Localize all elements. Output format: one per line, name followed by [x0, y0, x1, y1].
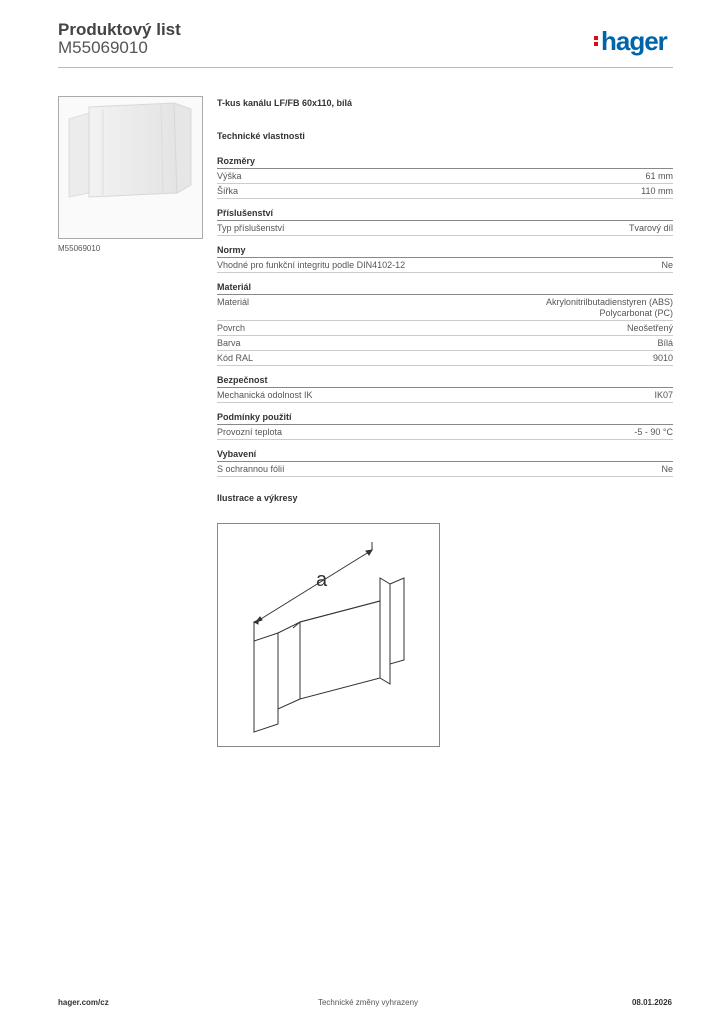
- spec-row: [217, 425, 673, 440]
- spec-row: [217, 321, 673, 336]
- spec-row: [217, 184, 673, 199]
- spec-value: [645, 171, 673, 182]
- spec-label: Materiál: [217, 297, 250, 307]
- spec-section: [217, 245, 673, 273]
- spec-label: Mechanická odolnost IK: [217, 390, 313, 400]
- section-heading: Rozměry: [217, 156, 673, 169]
- spec-value: [653, 353, 673, 364]
- section-heading: Příslušenství: [217, 208, 673, 221]
- spec-value-line: Tvarový díl: [628, 223, 673, 233]
- spec-label: S ochrannou fólií: [217, 464, 285, 474]
- specification-content: [217, 98, 673, 503]
- section-heading: Materiál: [217, 282, 673, 295]
- spec-value: [657, 338, 673, 349]
- spec-row: [217, 336, 673, 351]
- spec-section: [217, 449, 673, 477]
- spec-row: [217, 258, 673, 273]
- technical-title: Technické vlastnosti: [217, 131, 305, 141]
- section-heading: Podmínky použití: [217, 412, 673, 425]
- spec-row: [217, 221, 673, 236]
- spec-label: Kód RAL: [217, 353, 254, 363]
- product-photo: [58, 96, 203, 239]
- section-heading: Normy: [217, 245, 673, 258]
- spec-value-line: IK07: [654, 390, 673, 400]
- dimension-label: a: [316, 569, 328, 591]
- section-heading: Bezpečnost: [217, 375, 673, 388]
- spec-value: [641, 186, 673, 197]
- spec-value-line: 110 mm: [641, 186, 673, 196]
- spec-section: [217, 208, 673, 236]
- spec-value-line: Neošetřený: [626, 323, 673, 333]
- logo-dots-icon: [594, 34, 598, 48]
- page-title: Produktový list: [58, 20, 181, 39]
- spec-value: [661, 260, 673, 271]
- spec-label: Provozní teplota: [217, 427, 283, 437]
- hager-logo: [594, 26, 667, 57]
- spec-value: [661, 464, 673, 475]
- spec-value-line: -5 - 90 °C: [634, 427, 673, 437]
- spec-label: Typ příslušenství: [217, 223, 285, 233]
- footer-website: hager.com/cz: [58, 998, 109, 1007]
- t-piece-drawing: [218, 524, 439, 746]
- spec-value-line: 61 mm: [645, 171, 673, 181]
- illustrations-title: Ilustrace a výkresy: [217, 493, 298, 503]
- spec-value-line: Polycarbonat (PC): [599, 308, 673, 318]
- header-divider: [58, 67, 673, 68]
- spec-sections: [217, 156, 673, 477]
- spec-section: [217, 375, 673, 403]
- spec-section: [217, 412, 673, 440]
- spec-section: [217, 156, 673, 199]
- spec-value-line: Ne: [661, 260, 673, 270]
- spec-label: Výška: [217, 171, 242, 181]
- spec-label: Vhodné pro funkční integritu podle DIN4102-12: [217, 260, 406, 270]
- product-photo-image: [59, 97, 202, 238]
- logo-text: hager: [601, 26, 667, 56]
- footer-disclaimer: Technické změny vyhrazeny: [317, 998, 419, 1007]
- technical-drawing: [217, 523, 440, 747]
- spec-row: [217, 462, 673, 477]
- spec-label: Barva: [217, 338, 241, 348]
- spec-value: [629, 223, 673, 234]
- spec-value-line: Akrylonitrilbutadienstyren (ABS): [545, 297, 673, 307]
- spec-section: [217, 282, 673, 366]
- spec-row: [217, 351, 673, 366]
- spec-value-line: 9010: [652, 353, 673, 363]
- footer-date: 08.01.2026: [631, 998, 672, 1007]
- spec-value-line: Bílá: [657, 338, 673, 348]
- spec-value-line: Ne: [661, 464, 673, 474]
- spec-row: [217, 295, 673, 321]
- photo-caption: M55069010: [58, 244, 101, 253]
- section-heading: Vybavení: [217, 449, 673, 462]
- spec-value: [654, 390, 673, 401]
- spec-row: [217, 388, 673, 403]
- spec-label: Povrch: [217, 323, 246, 333]
- product-code: M55069010: [58, 38, 148, 57]
- spec-value: [627, 323, 673, 334]
- spec-value: [634, 427, 673, 438]
- spec-value: [546, 297, 673, 319]
- spec-label: Šířka: [217, 186, 239, 196]
- product-title: T-kus kanálu LF/FB 60x110, bílá: [217, 98, 353, 108]
- spec-row: [217, 169, 673, 184]
